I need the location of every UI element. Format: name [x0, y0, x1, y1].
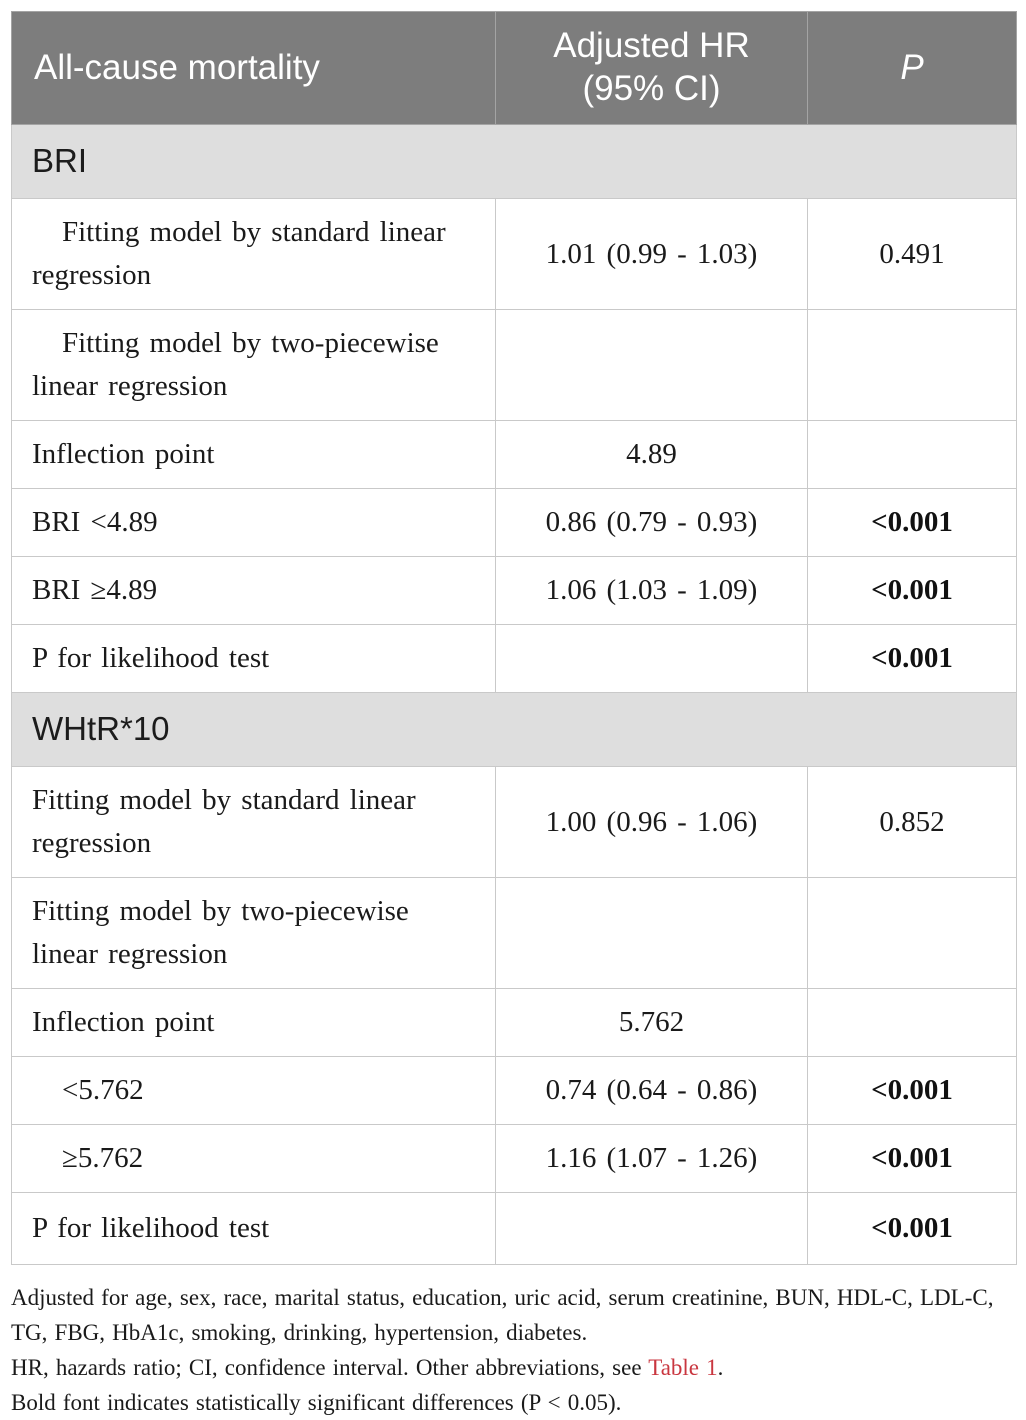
table-header-row: [12, 12, 1017, 125]
section-label: BRI: [12, 125, 1017, 199]
p-value: 0.491: [808, 199, 1017, 310]
section-row-whtr: [12, 693, 1017, 767]
footnote-abbreviations-text: HR, hazards ratio; CI, confidence interval. Other abbreviations, see: [11, 1355, 649, 1380]
footnote-adjustments: Adjusted for age, sex, race, marital status, education, uric acid, serum creatinine, BUN, HDL-C, LDL-C, TG, FBG, HbA1c, smoking, drinking, hypertension, diabetes.: [11, 1285, 994, 1345]
hr-value: 1.16 (1.07 - 1.26): [496, 1125, 808, 1193]
table-row: [12, 1193, 1017, 1265]
p-value: [808, 878, 1017, 989]
hr-value: [496, 625, 808, 693]
p-value: <0.001: [808, 1125, 1017, 1193]
row-label: P for likelihood test: [12, 625, 496, 693]
p-value: [808, 310, 1017, 421]
footnote-bold-explanation: Bold font indicates statistically significant differences (P < 0.05).: [11, 1390, 622, 1415]
row-label: Fitting model by standard linear regression: [12, 199, 496, 310]
p-value: <0.001: [808, 625, 1017, 693]
row-label: BRI ≥4.89: [12, 557, 496, 625]
row-label: P for likelihood test: [12, 1193, 496, 1265]
row-label: Inflection point: [12, 421, 496, 489]
header-p: P: [808, 12, 1017, 125]
table-row: [12, 489, 1017, 557]
row-label: Fitting model by standard linear regression: [12, 767, 496, 878]
p-value: <0.001: [808, 557, 1017, 625]
p-value: 0.852: [808, 767, 1017, 878]
table-row: [12, 421, 1017, 489]
header-hr-line2: (95% CI): [582, 69, 721, 108]
row-label: ≥5.762: [12, 1125, 496, 1193]
table-1-link[interactable]: Table 1: [648, 1355, 718, 1380]
hr-value: [496, 878, 808, 989]
row-label: Inflection point: [12, 989, 496, 1057]
table-row: [12, 1057, 1017, 1125]
row-label: Fitting model by two-piecewise linear regression: [12, 310, 496, 421]
header-outcome: All-cause mortality: [12, 12, 496, 125]
hr-value: 1.06 (1.03 - 1.09): [496, 557, 808, 625]
hr-value: 5.762: [496, 989, 808, 1057]
table-footnotes: [11, 1280, 1016, 1420]
p-value: <0.001: [808, 489, 1017, 557]
table-row: [12, 1125, 1017, 1193]
p-value: [808, 421, 1017, 489]
results-table: [11, 11, 1017, 1265]
hr-value: [496, 1193, 808, 1265]
footnote-abbreviations: [11, 1350, 1016, 1385]
hr-value: 1.01 (0.99 - 1.03): [496, 199, 808, 310]
row-label: <5.762: [12, 1057, 496, 1125]
p-value: [808, 989, 1017, 1057]
header-hr-line1: Adjusted HR: [553, 26, 750, 66]
hr-value: 0.86 (0.79 - 0.93): [496, 489, 808, 557]
table-row: [12, 199, 1017, 310]
table-row: [12, 878, 1017, 989]
p-value: <0.001: [808, 1193, 1017, 1265]
table-row: [12, 767, 1017, 878]
row-label: Fitting model by two-piecewise linear regression: [12, 878, 496, 989]
hr-value: 4.89: [496, 421, 808, 489]
section-row-bri: [12, 125, 1017, 199]
table-row: [12, 989, 1017, 1057]
hr-value: 0.74 (0.64 - 0.86): [496, 1057, 808, 1125]
footnote-abbreviations-period: .: [717, 1355, 724, 1380]
table-row: [12, 310, 1017, 421]
table-row: [12, 625, 1017, 693]
p-value: <0.001: [808, 1057, 1017, 1125]
hr-value: [496, 310, 808, 421]
header-adjusted-hr: [496, 12, 808, 125]
section-label: WHtR*10: [12, 693, 1017, 767]
hr-value: 1.00 (0.96 - 1.06): [496, 767, 808, 878]
row-label: BRI <4.89: [12, 489, 496, 557]
table-row: [12, 557, 1017, 625]
